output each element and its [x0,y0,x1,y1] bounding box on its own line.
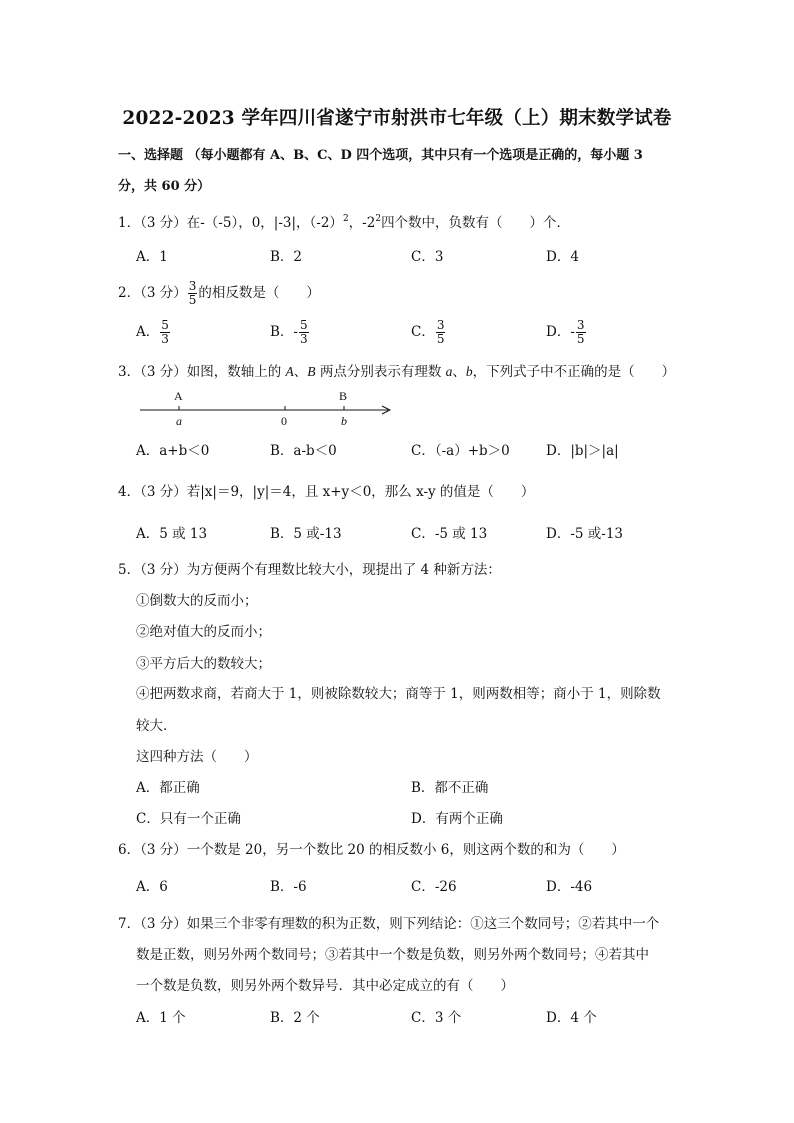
section-header [118,140,683,202]
question-7-option-c[interactable]: C．3 个 [411,1010,462,1026]
question-7-stem-line3: 一个数是负数，则另外两个数异号．其中必定成立的有（ ） [136,978,514,994]
question-6-stem: 6．（3 分）一个数是 20，另一个数比 20 的相反数小 6，则这两个数的和为（ ） [118,842,625,858]
zero-label: 0 [281,414,287,428]
question-3-option-c[interactable]: C．（-a）+b＞0 [411,443,510,459]
question-number: 1． [118,215,141,231]
question-5-stem: 5．（3 分）为方便两个有理数比较大小，现提出了 4 种新方法： [118,562,501,578]
question-score: （3 分） [140,215,187,231]
question-5-option-c[interactable]: C．只有一个正确 [136,811,241,827]
section-header-line2: 分，共 60 分） [118,179,211,194]
question-5-method-2: ②绝对值大的反而小； [136,624,271,640]
page-title: 2022-2023 学年四川省遂宁市射洪市七年级（上）期末数学试卷 [122,108,672,129]
question-7-option-a[interactable]: A．1 个 [136,1010,186,1026]
question-6-option-a[interactable]: A．6 [136,879,168,895]
question-1-option-b[interactable]: B．2 [270,249,303,265]
question-1-stem: 1．（3 分）在-（-5），0，|-3|，$(-2)^2$，$-2^2$四个数中，负数有（ ）个． [118,214,571,231]
question-7-stem: 7．（3 分）如果三个非零有理数的积为正数，则下列结论：①这三个数同号；②若其中一个 [118,916,660,932]
question-2-option-a[interactable]: A． $\frac{5}{3}$ [136,318,169,346]
question-6-option-d[interactable]: D．-46 [546,879,593,895]
question-1-option-c[interactable]: C．3 [411,249,444,265]
question-5-method-4-cont: 较大． [136,718,177,734]
question-4-option-b[interactable]: B．5 或-13 [270,526,342,542]
question-4-option-d[interactable]: D．-5 或-13 [546,526,624,542]
question-4-option-c[interactable]: C．-5 或 13 [411,526,488,542]
question-3-option-b[interactable]: B．a-b＜0 [270,443,337,459]
question-5-method-1: ①倒数大的反而小； [136,593,258,609]
question-7-stem-line2: 数是正数，则另外两个数同号；③若其中一个数是负数，则另外两个数同号；④若其中 [136,947,649,963]
question-1-option-d[interactable]: D．4 [546,249,579,265]
point-b-value: b [341,414,347,428]
question-7-option-d[interactable]: D．4 个 [546,1010,597,1026]
point-a-label: A [174,389,183,403]
question-4-option-a[interactable]: A．5 或 13 [136,526,208,542]
question-3-option-d[interactable]: D．|b|＞|a| [546,443,619,459]
question-5-method-4: ④把两数求商，若商大于 1，则被除数较大；商等于 1，则两数相等；商小于 1，则除数 [136,686,661,702]
question-5-option-b[interactable]: B．都不正确 [411,780,489,796]
question-5-method-3: ③平方后大的数较大； [136,656,271,672]
question-2-option-d[interactable]: D．- $\frac{3}{5}$ [546,318,585,346]
question-3-stem: 3．（3 分）如图，数轴上的 A、B 两点分别表示有理数 a、b，下列式子中不正确的是（ ） [118,364,676,380]
question-2-option-c[interactable]: C． $\frac{3}{5}$ [411,318,445,346]
question-7-option-b[interactable]: B．2 个 [270,1010,320,1026]
question-1-option-a[interactable]: A．1 [136,249,168,265]
question-3-option-a[interactable]: A．a+b＜0 [136,443,210,459]
question-5-option-a[interactable]: A．都正确 [136,780,200,796]
point-b-label: B [339,389,348,403]
point-a-value: a [176,414,182,428]
question-5-option-d[interactable]: D．有两个正确 [411,811,503,827]
question-2-stem: 2．（3 分） $\frac{3}{5}$ 的相反数是（ ） [118,279,320,307]
section-header-line1: 一、选择题 （每小题都有 A、B、C、D 四个选项，其中只有一个选项是正确的，每小题 3 [118,148,643,163]
question-5-question: 这四种方法（ ） [136,749,258,765]
question-6-option-c[interactable]: C．-26 [411,879,457,895]
number-line-figure [138,385,398,431]
question-2-option-b[interactable]: B．- $\frac{5}{3}$ [270,318,308,346]
fraction: $\frac{3}{5}$ [188,279,197,307]
question-4-stem: 4．（3 分）若|x|＝9，|y|＝4，且 x+y＜0，那么 x-y 的值是（ ） [118,484,535,500]
question-6-option-b[interactable]: B．-6 [270,879,307,895]
